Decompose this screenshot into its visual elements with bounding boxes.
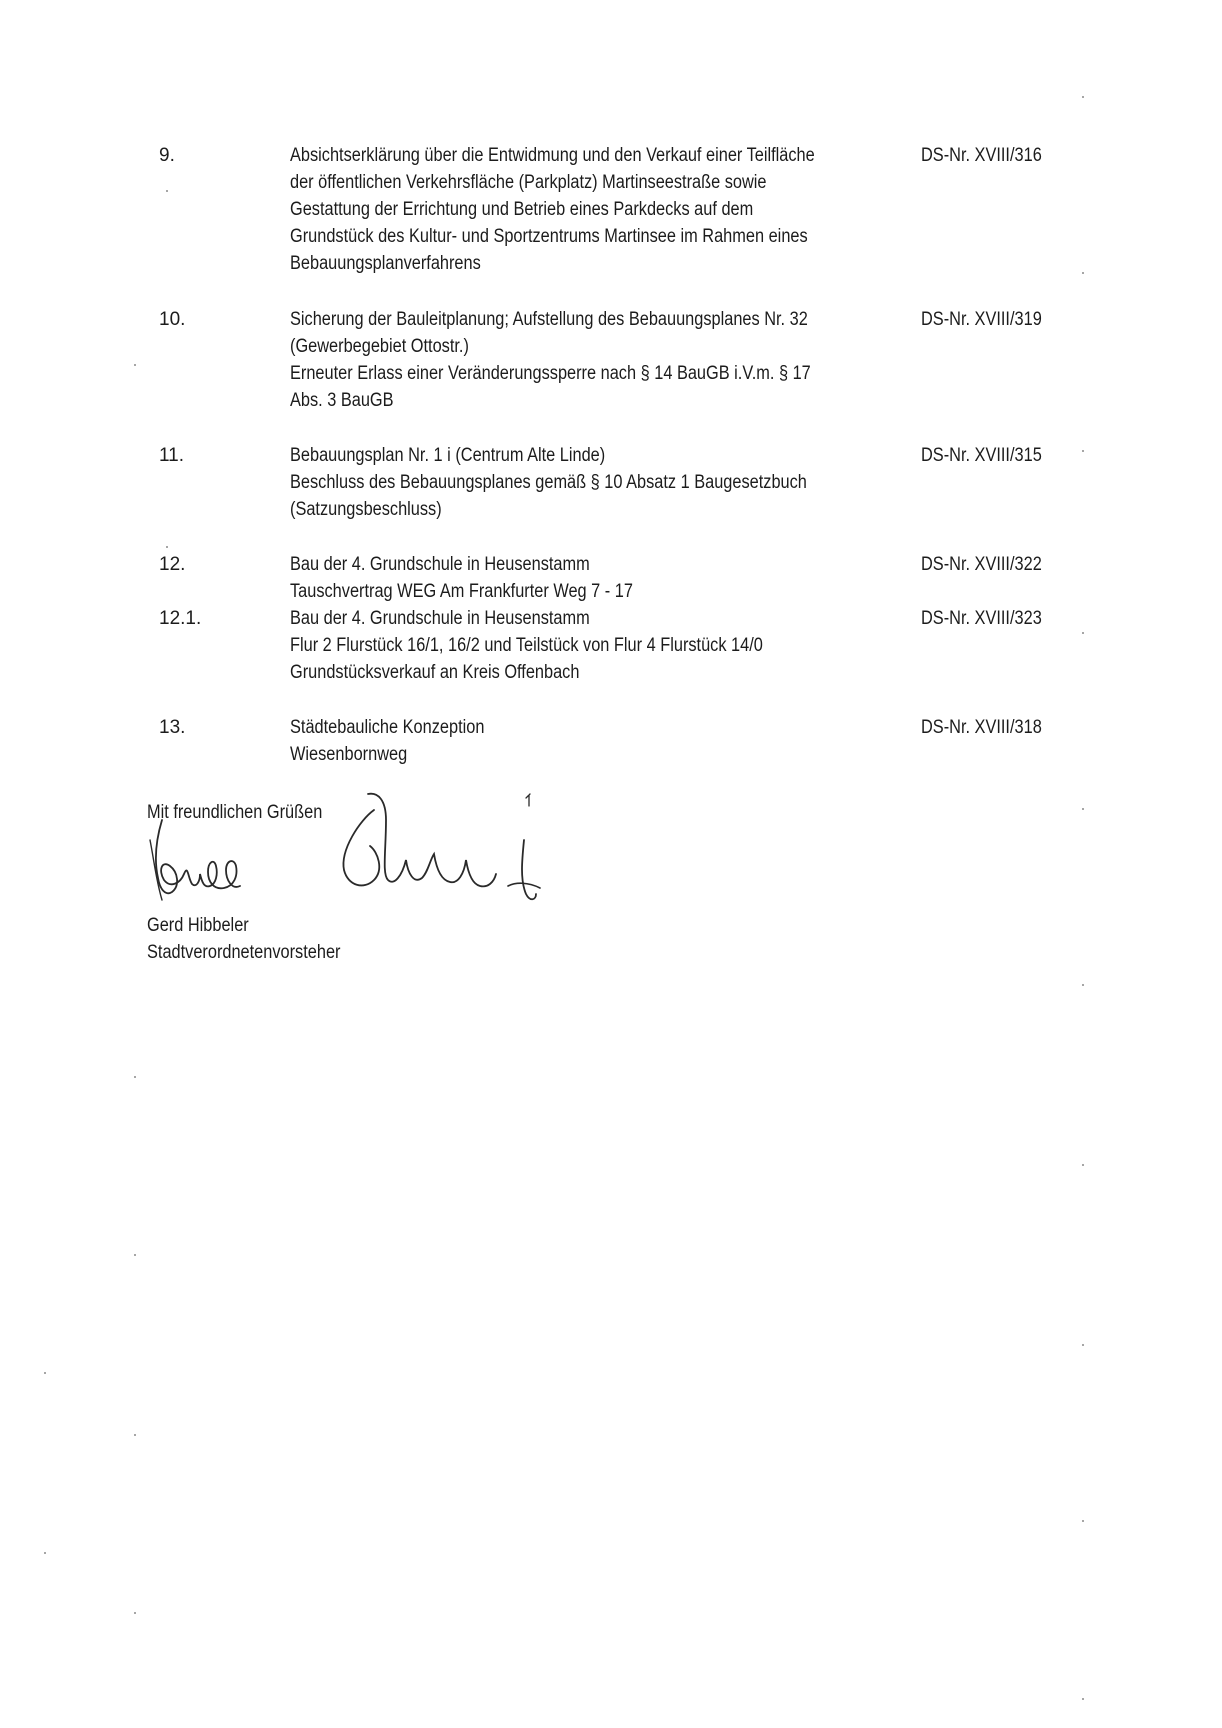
agenda-item-line: Grundstücksverkauf an Kreis Offenbach bbox=[290, 662, 580, 683]
closing-greeting: Mit freundlichen Grüßen bbox=[147, 802, 323, 823]
agenda-item-line: (Gewerbegebiet Ottostr.) bbox=[290, 336, 469, 357]
scan-speck bbox=[134, 1076, 136, 1078]
agenda-item-number: 9. bbox=[159, 145, 175, 166]
agenda-item-text bbox=[290, 442, 890, 523]
agenda-item-line: Sicherung der Bauleitplanung; Aufstellung des Bebauungsplanes Nr. 32 bbox=[290, 309, 808, 330]
scan-speck bbox=[1082, 632, 1084, 634]
agenda-item-12-1 bbox=[0, 605, 1222, 714]
agenda-item-line: Abs. 3 BauGB bbox=[290, 390, 394, 411]
agenda-item-line: Bebauungsplanverfahrens bbox=[290, 253, 481, 274]
ds-number: DS-Nr. XVIII/315 bbox=[921, 445, 1042, 466]
scan-speck bbox=[1082, 272, 1084, 274]
scan-speck bbox=[134, 1612, 136, 1614]
agenda-item-text bbox=[290, 142, 890, 277]
scan-speck bbox=[166, 190, 168, 192]
scan-speck bbox=[44, 1552, 46, 1554]
scan-speck bbox=[1082, 450, 1084, 452]
ds-number: DS-Nr. XVIII/323 bbox=[921, 608, 1042, 629]
scan-speck bbox=[1082, 1698, 1084, 1700]
agenda-list bbox=[0, 142, 1222, 768]
signer-title: Stadtverordnetenvorsteher bbox=[147, 942, 341, 963]
scan-speck bbox=[1082, 1344, 1084, 1346]
agenda-item-line: Gestattung der Errichtung und Betrieb eines Parkdecks auf dem bbox=[290, 199, 754, 220]
agenda-item-text bbox=[290, 306, 890, 414]
agenda-item-line: (Satzungsbeschluss) bbox=[290, 499, 442, 520]
agenda-item-line: Wiesenbornweg bbox=[290, 744, 408, 765]
agenda-item-line: Bau der 4. Grundschule in Heusenstamm bbox=[290, 608, 590, 629]
agenda-item-line: Absichtserklärung über die Entwidmung und den Verkauf einer Teilfläche bbox=[290, 145, 815, 166]
agenda-item-line: der öffentlichen Verkehrsfläche (Parkplatz) Martinseestraße sowie bbox=[290, 172, 767, 193]
ds-number: DS-Nr. XVIII/319 bbox=[921, 309, 1042, 330]
signer-name: Gerd Hibbeler bbox=[147, 915, 249, 936]
agenda-item-11 bbox=[0, 442, 1222, 551]
scan-speck bbox=[134, 1254, 136, 1256]
agenda-item-10 bbox=[0, 306, 1222, 442]
agenda-item-line: Bebauungsplan Nr. 1 i (Centrum Alte Linde) bbox=[290, 445, 606, 466]
agenda-item-line: Grundstück des Kultur- und Sportzentrums Martinsee im Rahmen eines bbox=[290, 226, 808, 247]
agenda-item-number: 13. bbox=[159, 717, 186, 738]
scan-speck bbox=[1082, 984, 1084, 986]
agenda-item-12 bbox=[0, 551, 1222, 605]
agenda-item-text bbox=[290, 605, 890, 686]
agenda-item-line: Beschluss des Bebauungsplanes gemäß § 10 Absatz 1 Baugesetzbuch bbox=[290, 472, 807, 493]
agenda-item-number: 11. bbox=[159, 445, 185, 466]
agenda-item-9 bbox=[0, 142, 1222, 306]
agenda-item-line: Bau der 4. Grundschule in Heusenstamm bbox=[290, 554, 590, 575]
scan-speck bbox=[1082, 808, 1084, 810]
scan-speck bbox=[44, 1372, 46, 1374]
scan-speck bbox=[166, 546, 168, 548]
agenda-item-text bbox=[290, 714, 890, 768]
agenda-item-text bbox=[290, 551, 890, 605]
agenda-item-13 bbox=[0, 714, 1222, 768]
scan-speck bbox=[134, 364, 136, 366]
agenda-item-number: 12.1. bbox=[159, 608, 202, 629]
agenda-item-number: 12. bbox=[159, 554, 186, 575]
scan-speck bbox=[1082, 1164, 1084, 1166]
ds-number: DS-Nr. XVIII/322 bbox=[921, 554, 1042, 575]
agenda-item-line: Städtebauliche Konzeption bbox=[290, 717, 485, 738]
scan-speck bbox=[1082, 96, 1084, 98]
scan-speck bbox=[134, 1434, 136, 1436]
scan-speck bbox=[1082, 1520, 1084, 1522]
signature-right-icon bbox=[330, 790, 560, 920]
agenda-item-line: Erneuter Erlass einer Veränderungssperre nach § 14 BauGB i.V.m. § 17 bbox=[290, 363, 811, 384]
ds-number: DS-Nr. XVIII/316 bbox=[921, 145, 1042, 166]
agenda-item-line: Flur 2 Flurstück 16/1, 16/2 und Teilstück von Flur 4 Flurstück 14/0 bbox=[290, 635, 763, 656]
agenda-item-line: Tauschvertrag WEG Am Frankfurter Weg 7 - 17 bbox=[290, 581, 633, 602]
ds-number: DS-Nr. XVIII/318 bbox=[921, 717, 1042, 738]
agenda-item-number: 10. bbox=[159, 309, 186, 330]
